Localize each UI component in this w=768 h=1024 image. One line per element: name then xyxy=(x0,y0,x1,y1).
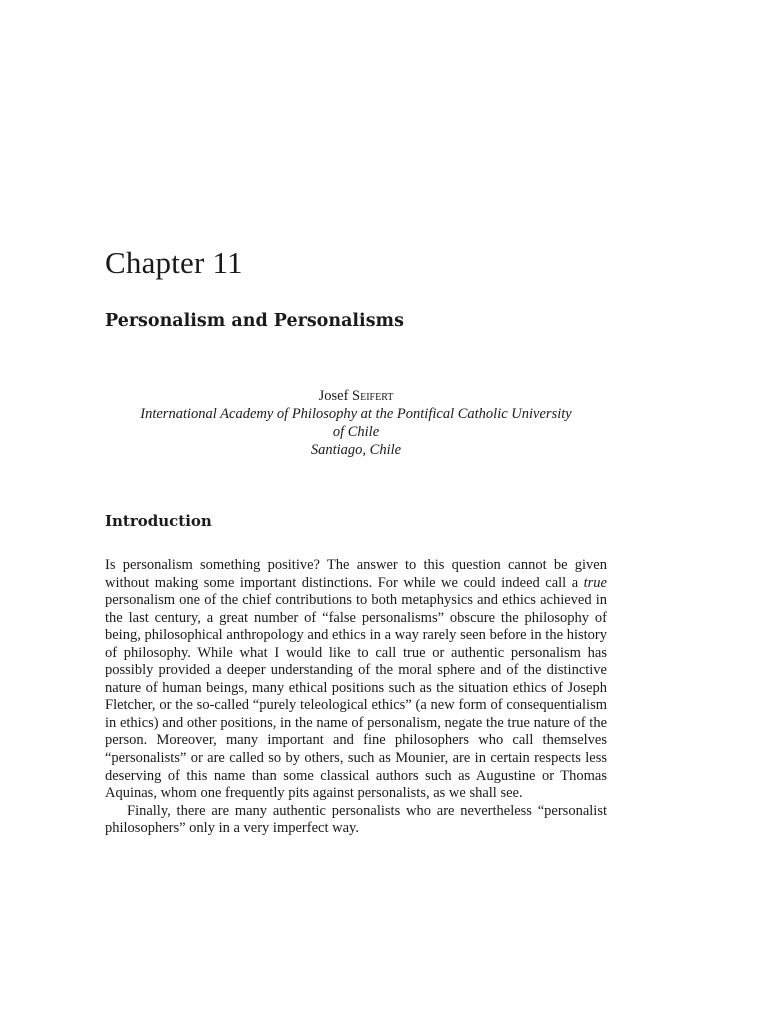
chapter-subtitle: Personalism and Personalisms xyxy=(105,311,404,331)
author-name xyxy=(105,387,607,405)
author-last-name: Seifert xyxy=(352,388,394,404)
author-affiliation-line2: of Chile xyxy=(332,424,380,440)
chapter-title: Chapter 11 xyxy=(105,245,243,280)
section-heading: Introduction xyxy=(105,512,212,530)
body-text xyxy=(105,557,607,838)
paragraph-1 xyxy=(105,557,607,803)
paragraph-2: Finally, there are many authentic personalists who are nevertheless “personalist philosophers” only in a very imperfect way. xyxy=(105,802,607,837)
paragraph-1-part1: Is personalism something positive? The answer to this question cannot be given without making some important distinctions. For while we could indeed call a xyxy=(105,557,607,591)
paragraph-1-emphasis: true xyxy=(583,574,607,591)
paragraph-1-part2: personalism one of the chief contributions to both metaphysics and ethics achieved in the last century, a great number of “false personalisms” obscure the philosophy of being, philosophical anthropology and ethics in a way rarely seen before in the history of philosophy. While what I would like to call true or authentic personalism has possibly provided a deeper understanding of the moral sphere and of the distinctive nature of human beings, many ethical positions such as the situation ethics of Joseph Fletcher, or the so-called “purely teleological ethics” (a new form of consequentialism in ethics) and other positions, in the name of personalism, negate the true nature of the person. Moreover, many important and fine philosophers who call themselves “personalists” or are called so by others, such as Mounier, are in certain respects less deserving of this name than some classical authors such as Augustine or Thomas Aquinas, whom one frequently pits against personalists, as we shall see. xyxy=(105,592,607,802)
author-first-name: Josef xyxy=(318,388,349,404)
author-block xyxy=(105,387,607,459)
author-affiliation-line1: International Academy of Philosophy at the Pontifical Catholic University xyxy=(140,406,572,422)
author-location: Santiago, Chile xyxy=(310,442,402,458)
